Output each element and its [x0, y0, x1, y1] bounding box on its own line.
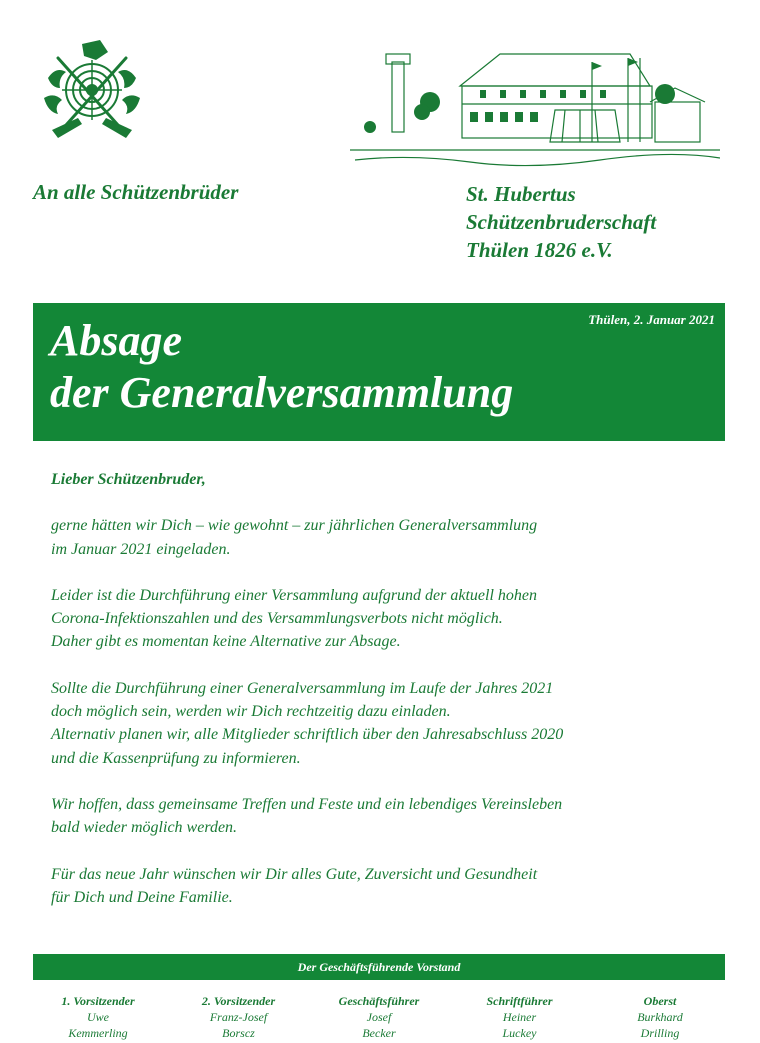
text-line: Wir hoffen, dass gemeinsame Treffen und Feste und ein lebendiges Vereinsleben [51, 795, 563, 813]
letter-paragraph [51, 677, 711, 770]
member-first-name: Josef [366, 1010, 392, 1024]
member-last-name: Kemmerling [68, 1026, 128, 1040]
club-name-line: Schützenbruderschaft [466, 210, 657, 234]
letter-paragraph [51, 584, 711, 654]
clubhouse-illustration [350, 32, 720, 167]
member-role: Geschäftsführer [338, 994, 420, 1008]
letter-date: Thülen, 2. Januar 2021 [588, 312, 715, 327]
text-line: doch möglich sein, werden wir Dich rechtzeitig dazu einladen. [51, 703, 451, 721]
title-banner [33, 303, 725, 441]
letter-title [50, 315, 513, 419]
title-line: der Generalversammlung [50, 368, 514, 417]
member-last-name: Becker [362, 1026, 396, 1040]
member-role: 1. Vorsitzender [61, 994, 135, 1008]
letter-body [51, 468, 711, 932]
member-first-name: Uwe [87, 1010, 109, 1024]
board-title-bar: Der Geschäftsführende Vorstand [33, 954, 725, 980]
member-last-name: Drilling [640, 1026, 680, 1040]
club-name [466, 180, 656, 264]
letter-paragraph [51, 863, 711, 910]
letter-paragraph [51, 514, 711, 561]
member-role: Oberst [643, 994, 677, 1008]
letter-greeting: Lieber Schützenbruder, [51, 471, 206, 488]
member-first-name: Heiner [502, 1010, 537, 1024]
text-line: für Dich und Deine Familie. [51, 888, 233, 906]
recipient-line: An alle Schützenbrüder [33, 180, 239, 204]
board-member [174, 993, 304, 1041]
member-last-name: Luckey [502, 1026, 537, 1040]
text-line: Sollte die Durchführung einer Generalversammlung im Laufe der Jahres 2021 [51, 679, 554, 697]
board-member [595, 993, 725, 1041]
text-line: Alternativ planen wir, alle Mitglieder schriftlich über den Jahresabschluss 2020 [51, 726, 564, 744]
member-last-name: Borscz [222, 1026, 255, 1040]
club-emblem-logo [38, 38, 146, 142]
text-line: im Januar 2021 eingeladen. [51, 540, 231, 558]
text-line: bald wieder möglich werden. [51, 819, 238, 837]
club-name-line: Thülen 1826 e.V. [466, 238, 613, 262]
title-line: Absage [50, 316, 182, 365]
letter-paragraph [51, 793, 711, 840]
board-members [33, 993, 725, 1041]
text-line: Leider ist die Durchführung einer Versammlung aufgrund der aktuell hohen [51, 586, 538, 604]
board-member [33, 993, 163, 1041]
text-line: Corona-Infektionszahlen und des Versammlungsverbots nicht möglich. [51, 610, 503, 628]
board-member [455, 993, 585, 1041]
text-line: Für das neue Jahr wünschen wir Dir alles Gute, Zuversicht und Gesundheit [51, 865, 538, 883]
board-member [314, 993, 444, 1041]
text-line: und die Kassenprüfung zu informieren. [51, 749, 301, 767]
member-first-name: Franz-Josef [209, 1010, 268, 1024]
member-role: Schriftführer [486, 994, 553, 1008]
member-role: 2. Vorsitzender [201, 994, 276, 1008]
text-line: gerne hätten wir Dich – wie gewohnt – zur jährlichen Generalversammlung [51, 517, 538, 535]
member-first-name: Burkhard [637, 1010, 683, 1024]
text-line: Daher gibt es momentan keine Alternative zur Absage. [51, 633, 401, 651]
club-name-line: St. Hubertus [466, 182, 576, 206]
